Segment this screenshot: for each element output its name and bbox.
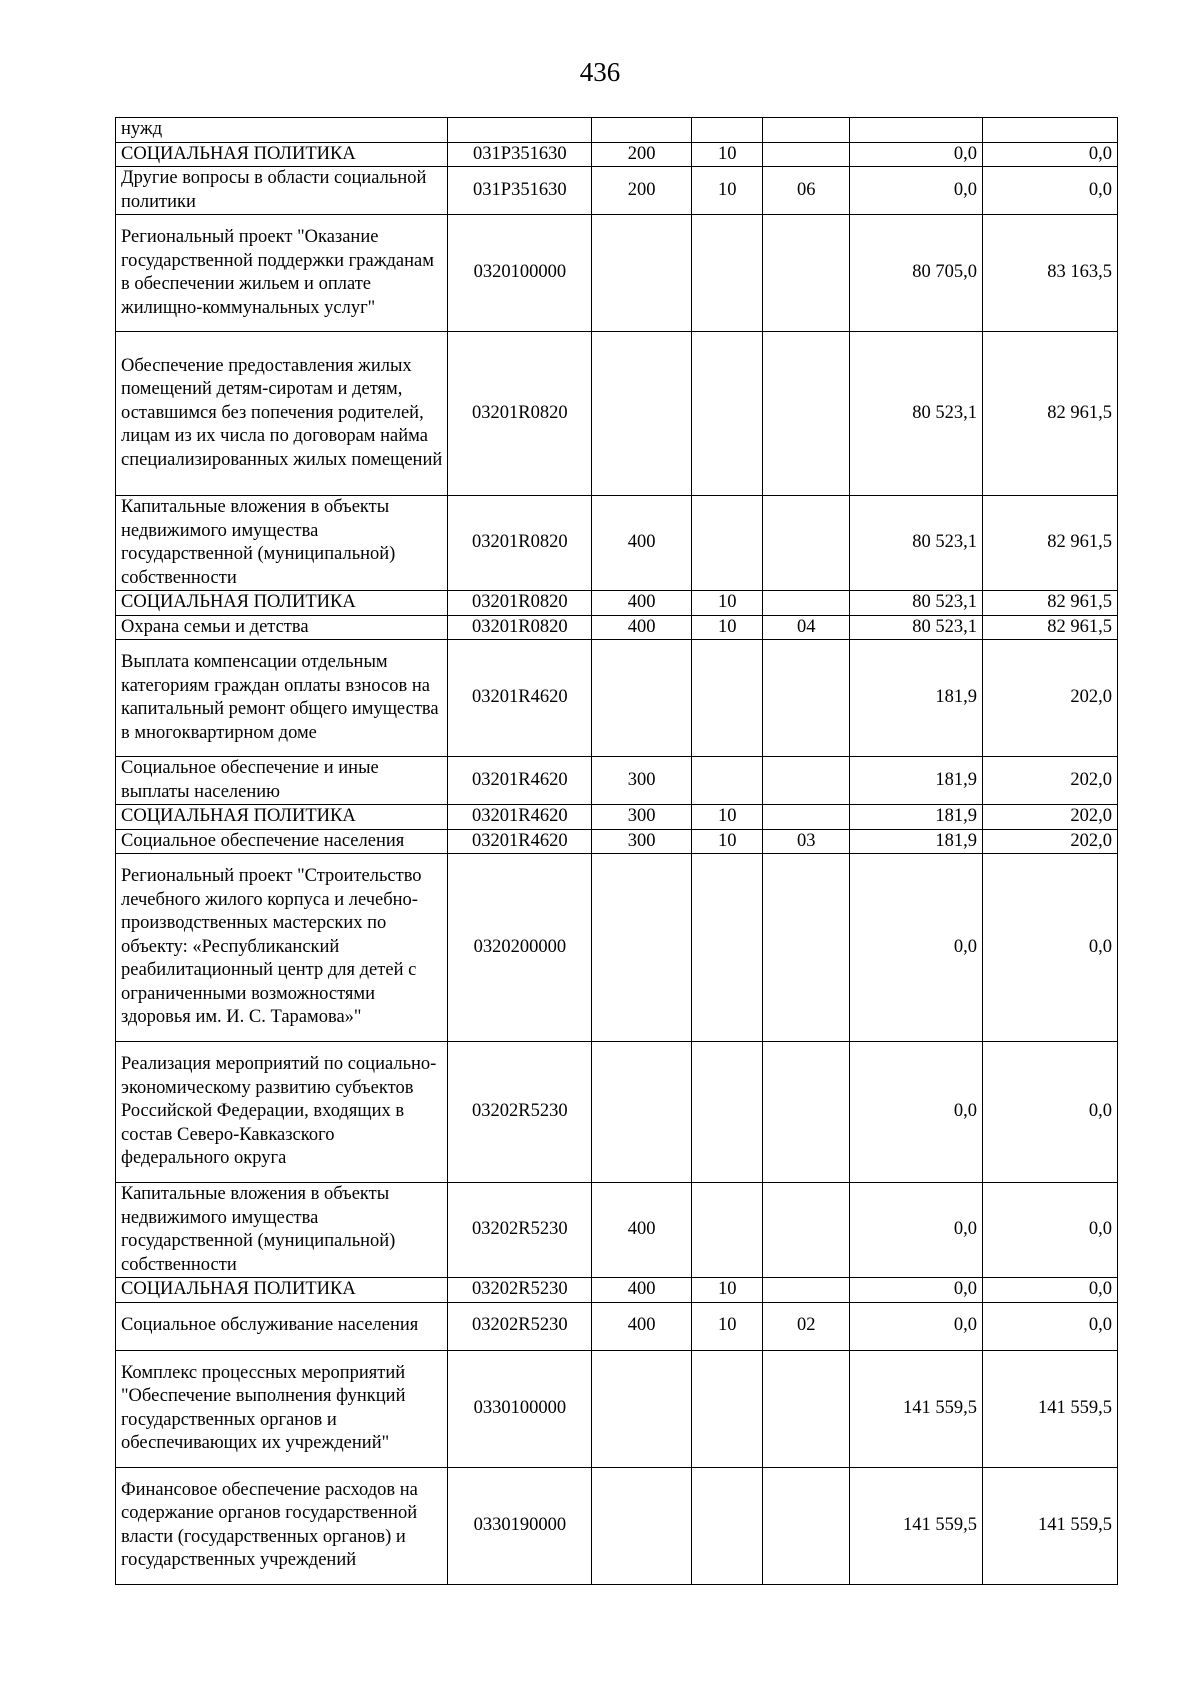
row-sum-2: 82 961,5 xyxy=(983,615,1118,640)
row-sum-1: 0,0 xyxy=(850,167,983,215)
budget-table xyxy=(115,117,1118,1585)
row-subsection xyxy=(763,215,850,332)
row-expense-type xyxy=(592,215,692,332)
row-section: 10 xyxy=(692,1302,763,1350)
row-sum-2: 82 961,5 xyxy=(983,591,1118,616)
row-name: Обеспечение предоставления жилых помещений детям-сиротам и детям, оставшимся без попечения родителей, лицам из их числа по договорам найма специализированных жилых помещений xyxy=(116,332,448,496)
row-name: Капитальные вложения в объекты недвижимого имущества государственной (муниципальной) собственности xyxy=(116,1183,448,1278)
row-sum-2: 202,0 xyxy=(983,805,1118,830)
row-sum-1: 80 523,1 xyxy=(850,332,983,496)
row-sum-1 xyxy=(850,118,983,143)
row-sum-1: 0,0 xyxy=(850,1302,983,1350)
row-expense-type xyxy=(592,1042,692,1183)
row-section xyxy=(692,215,763,332)
row-expense-type xyxy=(592,640,692,757)
row-name: Социальное обеспечение и иные выплаты населению xyxy=(116,757,448,805)
row-expense-type xyxy=(592,1350,692,1467)
row-name: Финансовое обеспечение расходов на содержание органов государственной власти (государственных органов) и государственных учреждений xyxy=(116,1467,448,1584)
row-subsection xyxy=(763,1467,850,1584)
page-number: 436 xyxy=(579,57,621,87)
row-expense-type: 400 xyxy=(592,615,692,640)
table-row xyxy=(116,757,1118,805)
row-name: СОЦИАЛЬНАЯ ПОЛИТИКА xyxy=(116,591,448,616)
row-subsection: 04 xyxy=(763,615,850,640)
row-code: 03201R0820 xyxy=(448,496,592,591)
row-sum-1: 0,0 xyxy=(850,1042,983,1183)
row-subsection xyxy=(763,1183,850,1278)
row-sum-2: 0,0 xyxy=(983,1183,1118,1278)
row-sum-1: 80 705,0 xyxy=(850,215,983,332)
row-sum-2: 0,0 xyxy=(983,1278,1118,1303)
row-code: 0330190000 xyxy=(448,1467,592,1584)
row-sum-2: 82 961,5 xyxy=(983,332,1118,496)
row-code: 03202R5230 xyxy=(448,1302,592,1350)
row-sum-1: 0,0 xyxy=(850,1183,983,1278)
row-code: 03201R0820 xyxy=(448,615,592,640)
row-section xyxy=(692,1467,763,1584)
row-section: 10 xyxy=(692,167,763,215)
row-sum-2: 0,0 xyxy=(983,167,1118,215)
row-expense-type: 200 xyxy=(592,167,692,215)
row-sum-2: 202,0 xyxy=(983,757,1118,805)
row-sum-2: 82 961,5 xyxy=(983,496,1118,591)
row-sum-2: 202,0 xyxy=(983,640,1118,757)
row-section: 10 xyxy=(692,591,763,616)
row-expense-type: 200 xyxy=(592,142,692,167)
row-section: 10 xyxy=(692,615,763,640)
row-subsection: 02 xyxy=(763,1302,850,1350)
row-subsection xyxy=(763,1350,850,1467)
row-section: 10 xyxy=(692,805,763,830)
row-expense-type xyxy=(592,1467,692,1584)
row-sum-2: 0,0 xyxy=(983,1042,1118,1183)
row-sum-1: 141 559,5 xyxy=(850,1350,983,1467)
table-row xyxy=(116,829,1118,854)
row-expense-type: 300 xyxy=(592,757,692,805)
row-name: Другие вопросы в области социальной политики xyxy=(116,167,448,215)
row-sum-2: 202,0 xyxy=(983,829,1118,854)
row-code: 031Р351630 xyxy=(448,167,592,215)
row-subsection xyxy=(763,496,850,591)
row-code: 0320100000 xyxy=(448,215,592,332)
table-row xyxy=(116,496,1118,591)
row-expense-type: 300 xyxy=(592,829,692,854)
row-sum-1: 181,9 xyxy=(850,805,983,830)
table-row xyxy=(116,1467,1118,1584)
row-sum-1: 0,0 xyxy=(850,1278,983,1303)
row-section xyxy=(692,496,763,591)
row-subsection: 06 xyxy=(763,167,850,215)
row-name: Капитальные вложения в объекты недвижимого имущества государственной (муниципальной) собственности xyxy=(116,496,448,591)
row-expense-type xyxy=(592,118,692,143)
row-code: 03201R4620 xyxy=(448,805,592,830)
row-subsection xyxy=(763,805,850,830)
row-section xyxy=(692,1350,763,1467)
row-sum-1: 141 559,5 xyxy=(850,1467,983,1584)
table-row xyxy=(116,591,1118,616)
row-expense-type: 300 xyxy=(592,805,692,830)
row-code: 03201R4620 xyxy=(448,640,592,757)
row-code: 03202R5230 xyxy=(448,1042,592,1183)
row-name: Реализация мероприятий по социально-экономическому развитию субъектов Российской Федерации, входящих в состав Северо-Кавказского федерального округа xyxy=(116,1042,448,1183)
row-sum-2: 0,0 xyxy=(983,854,1118,1042)
row-section xyxy=(692,1183,763,1278)
row-section: 10 xyxy=(692,142,763,167)
row-sum-1: 181,9 xyxy=(850,640,983,757)
row-subsection xyxy=(763,854,850,1042)
table-row xyxy=(116,1183,1118,1278)
row-sum-2 xyxy=(983,118,1118,143)
table-row xyxy=(116,640,1118,757)
row-sum-1: 181,9 xyxy=(850,829,983,854)
row-expense-type: 400 xyxy=(592,1183,692,1278)
row-subsection xyxy=(763,1042,850,1183)
row-sum-2: 0,0 xyxy=(983,1302,1118,1350)
row-name: СОЦИАЛЬНАЯ ПОЛИТИКА xyxy=(116,142,448,167)
row-code: 0330100000 xyxy=(448,1350,592,1467)
row-name: СОЦИАЛЬНАЯ ПОЛИТИКА xyxy=(116,805,448,830)
row-name: Социальное обслуживание населения xyxy=(116,1302,448,1350)
table-row xyxy=(116,1278,1118,1303)
row-sum-1: 80 523,1 xyxy=(850,591,983,616)
table-row xyxy=(116,1042,1118,1183)
row-code xyxy=(448,118,592,143)
row-name: СОЦИАЛЬНАЯ ПОЛИТИКА xyxy=(116,1278,448,1303)
table-row xyxy=(116,215,1118,332)
row-sum-2: 0,0 xyxy=(983,142,1118,167)
row-sum-2: 83 163,5 xyxy=(983,215,1118,332)
row-name: Охрана семьи и детства xyxy=(116,615,448,640)
row-subsection xyxy=(763,118,850,143)
row-sum-2: 141 559,5 xyxy=(983,1467,1118,1584)
row-section xyxy=(692,757,763,805)
row-name: Выплата компенсации отдельным категориям граждан оплаты взносов на капитальный ремонт общего имущества в многоквартирном доме xyxy=(116,640,448,757)
row-expense-type xyxy=(592,854,692,1042)
row-expense-type: 400 xyxy=(592,1302,692,1350)
row-code: 03201R4620 xyxy=(448,829,592,854)
table-row xyxy=(116,615,1118,640)
row-name: Региональный проект "Строительство лечебного жилого корпуса и лечебно-производственных мастерских по объекту: «Республиканский реабилитационный центр для детей с ограниченными возможностями здоровья им. И. С. Тарамова»" xyxy=(116,854,448,1042)
row-subsection xyxy=(763,142,850,167)
table-row xyxy=(116,167,1118,215)
row-code: 03202R5230 xyxy=(448,1183,592,1278)
row-expense-type: 400 xyxy=(592,591,692,616)
row-code: 0320200000 xyxy=(448,854,592,1042)
row-section xyxy=(692,1042,763,1183)
row-subsection xyxy=(763,1278,850,1303)
row-code: 03201R0820 xyxy=(448,332,592,496)
row-subsection xyxy=(763,332,850,496)
row-section: 10 xyxy=(692,1278,763,1303)
row-subsection xyxy=(763,591,850,616)
row-sum-1: 0,0 xyxy=(850,854,983,1042)
row-code: 03201R4620 xyxy=(448,757,592,805)
row-sum-1: 0,0 xyxy=(850,142,983,167)
row-subsection: 03 xyxy=(763,829,850,854)
row-expense-type: 400 xyxy=(592,1278,692,1303)
row-section xyxy=(692,640,763,757)
row-code: 03201R0820 xyxy=(448,591,592,616)
row-section xyxy=(692,118,763,143)
row-sum-1: 80 523,1 xyxy=(850,496,983,591)
row-name: Социальное обеспечение населения xyxy=(116,829,448,854)
row-code: 031Р351630 xyxy=(448,142,592,167)
row-expense-type: 400 xyxy=(592,496,692,591)
row-sum-1: 80 523,1 xyxy=(850,615,983,640)
row-subsection xyxy=(763,640,850,757)
row-section: 10 xyxy=(692,829,763,854)
row-name: нужд xyxy=(116,118,448,143)
row-section xyxy=(692,854,763,1042)
row-sum-2: 141 559,5 xyxy=(983,1350,1118,1467)
table-row xyxy=(116,854,1118,1042)
row-name: Комплекс процессных мероприятий "Обеспечение выполнения функций государственных органов и обеспечивающих их учреждений" xyxy=(116,1350,448,1467)
table-row xyxy=(116,1302,1118,1350)
row-sum-1: 181,9 xyxy=(850,757,983,805)
table-row xyxy=(116,142,1118,167)
table-row xyxy=(116,1350,1118,1467)
row-subsection xyxy=(763,757,850,805)
row-expense-type xyxy=(592,332,692,496)
table-row xyxy=(116,805,1118,830)
table-row xyxy=(116,332,1118,496)
row-code: 03202R5230 xyxy=(448,1278,592,1303)
row-name: Региональный проект "Оказание государственной поддержки гражданам в обеспечении жильем и оплате жилищно-коммунальных услуг" xyxy=(116,215,448,332)
table-row xyxy=(116,118,1118,143)
row-section xyxy=(692,332,763,496)
